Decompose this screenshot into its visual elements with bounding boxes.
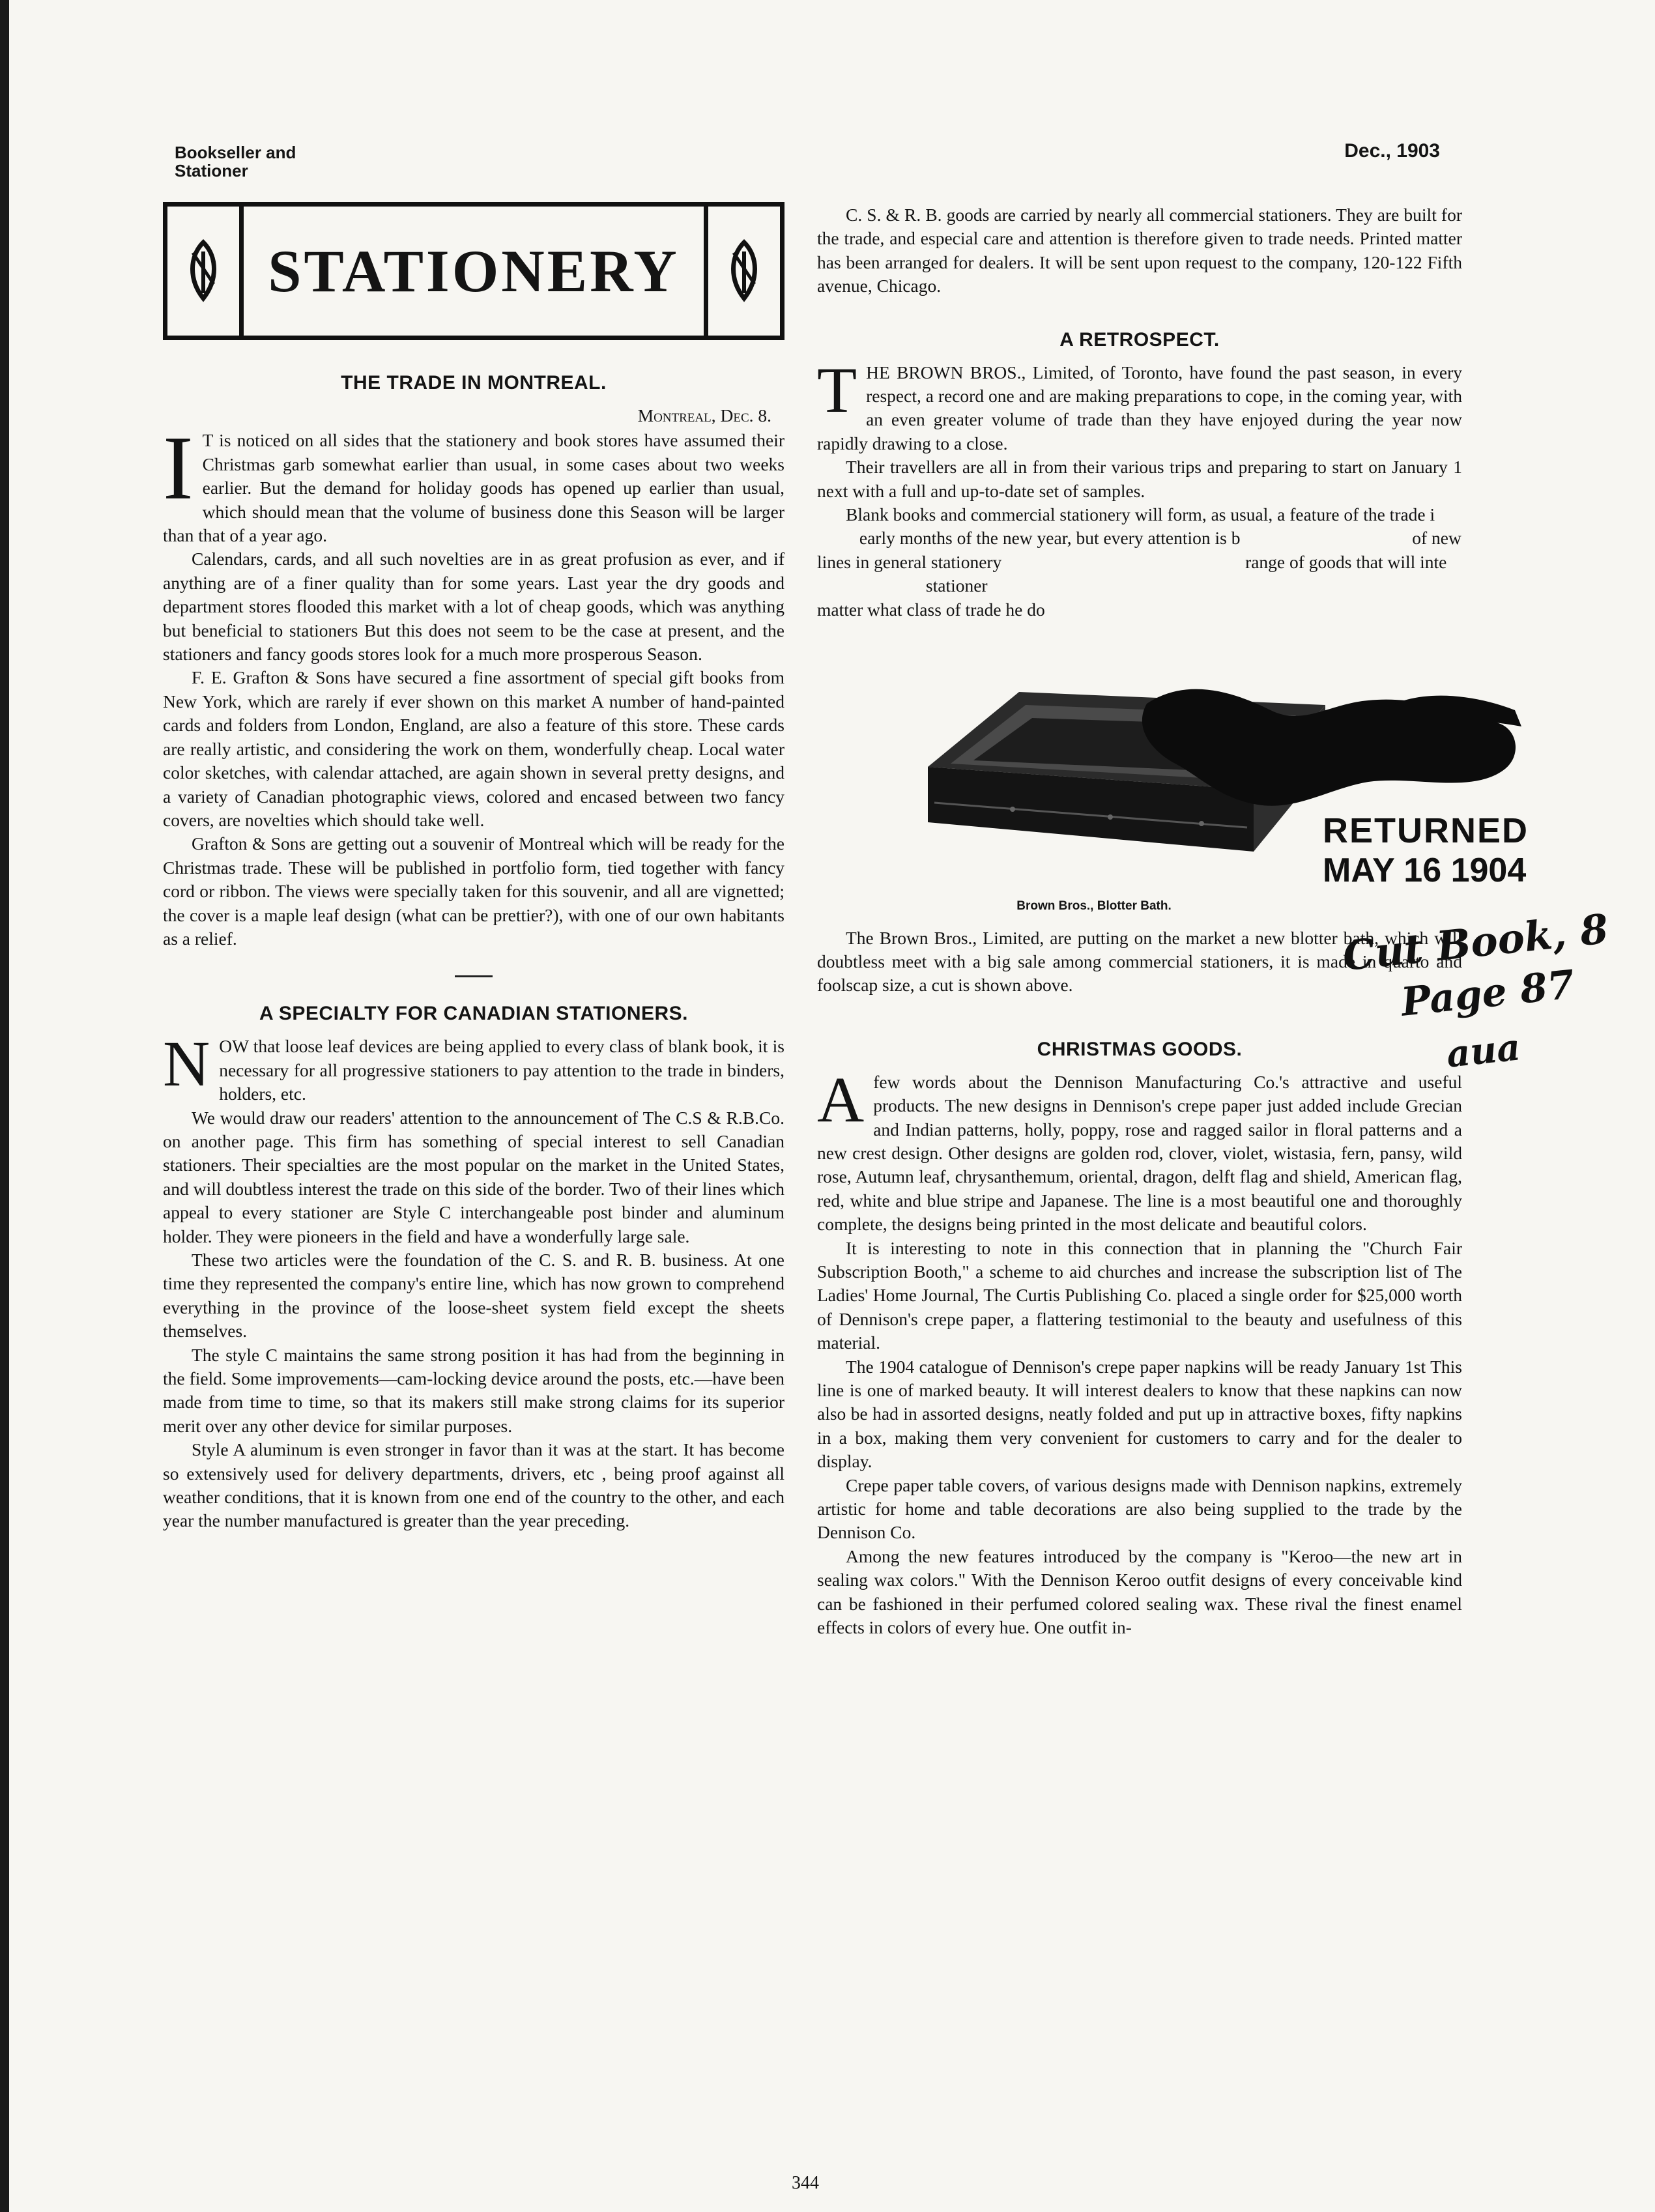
handwritten-note: aua: [1444, 1026, 1523, 1076]
stamp-date: MAY 16 1904: [1323, 852, 1527, 889]
stamp-returned: RETURNED: [1323, 811, 1529, 850]
paragraph: Afew words about the Dennison Manufacturing Co.'s attractive and useful products. The new designs in Dennison's crepe paper just added include Grecian and Indian patterns, holly, poppy, rose and ragged sailor in floral patterns and a new crest design. Other designs are golden rod, clover, violet, wistasia, fern, pansy, wild rose, Autumn leaf, chrysanthemum, oriental, dragon, delft flag and shield, American flag, red, white and blue stripe and Japanese. The line is a most beautiful one and thoroughly complete, the designs being printed in the most delicate and beautiful colors.: [817, 1063, 1462, 1235]
page-number: 344: [792, 2173, 819, 2193]
figure-caption: Brown Bros., Blotter Bath.: [1016, 899, 1172, 913]
paragraph: Crepe paper table covers, of various designs made with Dennison napkins, extremely artistic for home and table decorations are also being supplied to the trade by the Dennison Co.: [817, 1474, 1462, 1543]
issue-date: Dec., 1903: [1344, 140, 1440, 162]
drop-cap: I: [163, 418, 194, 519]
paragraph: We would draw our readers' attention to the announcement of The C.S & R.B.Co. on another page. This firm has something of special interest to sell Canadian stationers. Their specialties are the most popular on the market in the United States, and will doubtless interest the trade on this side of the border. Two of their lines which appeal to every stationer are Style C interchangeable post binder and aluminum holder. They were pioneers in the field and have a wonderfully large sale.: [163, 1107, 784, 1246]
paragraph: The Brown Bros., Limited, are putting on the market a new blotter bath, which will doubtless meet with a big sale among commercial stationers, it is made in quarto and foolscap size, a cut is shown above.: [817, 927, 1462, 996]
paragraph: Among the new features introduced by the company is "Keroo—the new art in sealing wax colors." With the Dennison Keroo outfit designs of every conceivable kind can be fashioned in their perfumed colored sealing wax. These rival the finest enamel effects in colors of every hue. One outfit in-: [817, 1545, 1462, 1638]
right-column: [817, 203, 1462, 1639]
leaf-ornament-icon: [704, 207, 780, 336]
binding-edge: [0, 0, 9, 2212]
drop-cap: T: [817, 353, 857, 426]
paragraph: Calendars, cards, and all such novelties are in as great profusion as ever, and if anything are of a finer quality than for some years. Last year the dry goods and department stores flooded this market with a lot of cheap goods, which was anything but beneficial to stationers But this does not seem to be the case at present, and the stationers and fancy goods stores look for a much more prosperous Season.: [163, 549, 784, 665]
ink-smear: [1134, 665, 1525, 814]
handwritten-note: Page 87: [1399, 962, 1577, 1026]
publication-name: Bookseller and Stationer: [175, 143, 296, 180]
paragraph: The 1904 catalogue of Dennison's crepe paper napkins will be ready January 1st This line is one of marked beauty. It will interest dealers to know that these napkins can now also be had in assorted designs, neatly folded and put up in attractive boxes, fifty napkins in a box, making them very convenient for customers to carry and for the dealer to display.: [817, 1356, 1462, 1472]
section-banner: [163, 202, 784, 340]
paragraph: Blank books and commercial stationery will form, as usual, a feature of the trade i early months of the new year, but every attention is b of new lines in general stationery range of goods that will inte stationer matter what class of trade he do: [817, 504, 1461, 620]
leaf-ornament-icon: [167, 207, 244, 336]
paragraph: Style A aluminum is even stronger in favor than it was at the start. It has become so extensively used for delivery departments, drivers, etc , being proof against all weather conditions, that it is known from one end of the country to the other, and each year the number manufactured is greater than the year preceding.: [163, 1439, 784, 1531]
section-title: STATIONERY: [268, 237, 680, 304]
paragraph: Grafton & Sons are getting out a souvenir of Montreal which will be ready for the Christmas trade. These will be published in portfolio form, tied together with fancy cord or ribbon. The views were specially taken for this souvenir, and all are vignetted; the cover is a maple leaf design (what can be prettier?), with one of our own habitants as a relief.: [163, 833, 784, 949]
dateline: Montreal, Dec. 8.: [637, 405, 771, 425]
left-column: [163, 202, 784, 1533]
returned-stamp: [1323, 811, 1570, 891]
handwritten-note: Cut Book, 8: [1340, 904, 1611, 981]
drop-cap: A: [817, 1063, 865, 1136]
paragraph: THE BROWN BROS., Limited, of Toronto, have found the past season, in every respect, a record one and are making preparations to cope, in the coming year, with an even greater volume of trade than they have enjoyed during the year now rapidly drawing to a close.: [817, 353, 1462, 453]
paragraph: These two articles were the foundation of the C. S. and R. B. business. At one time they represented the company's entire line, which has now grown to comprehend everything in the province of the loose-sheet system field except the sheets themselves.: [163, 1250, 784, 1342]
section-divider: [455, 975, 493, 977]
paragraph: F. E. Grafton & Sons have secured a fine assortment of special gift books from New York, which are rarely if ever shown on this market A number of hand-painted cards and folders from London, England, are also a feature of this store. These cards are really artistic, and considering the work on them, wonderfully cheap. Local water color sketches, with calendar attached, are again shown in several pretty designs, and a variety of Canadian photographic views, colored and encased between two fancy covers, are novelties which should take well.: [163, 667, 784, 830]
paragraph: It is interesting to note in this connection that in planning the "Church Fair Subscription Booth," a scheme to aid churches and increase the subscription list of The Ladies' Home Journal, The Curtis Publishing Co. placed a single order for $25,000 worth of Dennison's crepe paper, a flattering testimonial to the beauty and usefulness of this material.: [817, 1237, 1462, 1353]
paragraph: C. S. & R. B. goods are carried by nearly all commercial stationers. They are built for the trade, and especial care and attention is therefore given to trade needs. Printed matter has been arranged for dealers. It will be sent upon request to the company, 120-122 Fifth avenue, Chicago.: [817, 205, 1462, 296]
article-heading: CHRISTMAS GOODS.: [1037, 1038, 1243, 1060]
paragraph: NOW that loose leaf devices are being applied to every class of blank book, it is necessary for all progressive stationers to pay attention to the trade in binders, holders, etc.: [163, 1027, 784, 1104]
article-heading: THE TRADE IN MONTREAL.: [341, 372, 607, 394]
article-heading: A SPECIALTY FOR CANADIAN STATIONERS.: [259, 1003, 689, 1025]
article-heading: A RETROSPECT.: [1059, 328, 1220, 351]
drop-cap: N: [163, 1027, 210, 1100]
paragraph: The style C maintains the same strong position it has had from the beginning in the field. Some improvements—cam-locking device around the posts, etc.—have been made from time to time, so that its makers still make strong claims for its superior merit over any other device for similar purposes.: [163, 1344, 784, 1436]
paragraph: Their travellers are all in from their various trips and preparing to start on January 1 next with a full and up-to-date set of samples.: [817, 457, 1462, 501]
paragraph: I T is noticed on all sides that the stationery and book stores have assumed their Christmas garb somewhat earlier than usual, in some cases about two weeks earlier. But the demand for holiday goods has opened up earlier than usual, which should mean that the volume of business done this Season will be larger than that of a year ago.: [163, 418, 784, 546]
